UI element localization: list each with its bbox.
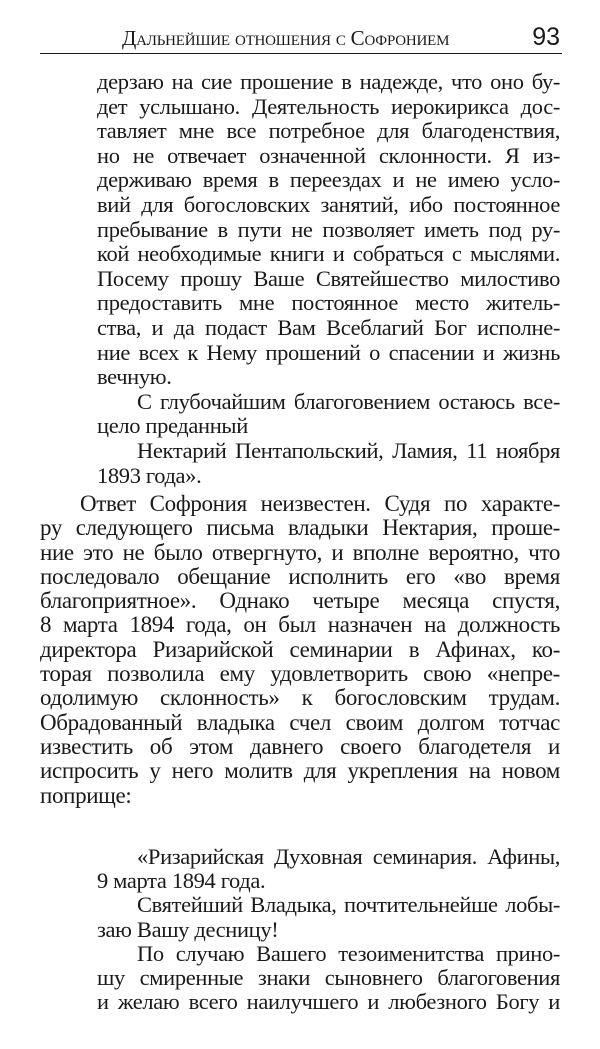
text-line: Посему прошу Ваше Святейшество милостиво <box>97 265 560 291</box>
text-line: одолимую склонность» к богословским трудам. <box>40 685 560 711</box>
running-header <box>40 22 562 54</box>
text-line: испросить у него молитв для укрепления на новом <box>40 758 560 784</box>
text-line: но не отвечает означенной склонности. Я из- <box>97 142 560 168</box>
text-line: тавляет мне все потребное для благоденствия, <box>97 118 560 144</box>
text-line: По случаю Вашего тезоименитства прино- <box>137 940 560 966</box>
text-line: вечную. <box>97 364 172 390</box>
text-line: ства, и да подаст Вам Всеблагий Бог исполне- <box>97 314 560 340</box>
text-line: предоставить мне постоянное место житель- <box>97 290 560 316</box>
greeting-line: заю Вашу десницу! <box>97 916 279 942</box>
text-line: и желаю всего наилучшего и любезного Богу и <box>97 989 560 1015</box>
text-line: директора Ризарийской семинарии в Афинах, ко- <box>40 636 560 662</box>
text-line: Обрадованный владыка счел своим долгом тотчас <box>40 709 560 735</box>
closing-line: цело преданный <box>97 413 248 439</box>
letter-quote-1 <box>97 70 560 488</box>
text-line: держиваю время в переездах и не имею усло- <box>97 167 560 193</box>
text-line: последовало обещание исполнить его «во время <box>40 563 560 589</box>
text-line: ру следующего письма владыки Нектария, проше- <box>40 515 560 541</box>
text-line: поприще: <box>40 782 132 808</box>
text-line: дет услышано. Деятельность иерокирикса дос- <box>97 93 560 119</box>
text-line: Ответ Софрония неизвестен. Судя по характе- <box>80 491 560 516</box>
text-line: благоприятное». Однако четыре месяца спустя, <box>40 588 560 614</box>
text-line: торая позволила ему удовлетворить свою «непре- <box>40 661 560 687</box>
text-line: известить об этом давнего своего благодетеля и <box>40 733 560 759</box>
text-line: кой необходимые книги и собраться с мыслями. <box>97 241 560 267</box>
text-line: 8 марта 1894 года, он был назначен на должность <box>40 612 560 638</box>
running-title: Дальнейшие отношения с Софронием <box>122 26 450 50</box>
text-line: ние это не было отвергнуто, и вполне вероятно, что <box>40 539 560 565</box>
text-line: ние всех к Нему прошений о спасении и жизнь <box>97 339 560 365</box>
signature-line: 1893 года». <box>97 462 202 488</box>
page-number: 93 <box>532 23 560 51</box>
text-line: пребывание в пути не позволяет иметь под ру- <box>97 216 560 242</box>
text-line: шу смиренные знаки сыновнего благоговения <box>97 965 560 991</box>
letter-heading-line: «Ризарийская Духовная семинария. Афины, <box>137 844 560 869</box>
letter-heading-line: 9 марта 1894 года. <box>97 868 266 894</box>
letter-quote-2 <box>97 845 560 1014</box>
closing-line: С глубочайшим благоговением остаюсь все- <box>137 388 560 414</box>
greeting-line: Святейший Владыка, почтительнейше лобы- <box>137 892 560 918</box>
signature-line: Нектарий Пентапольский, Ламия, 11 ноября <box>137 437 560 463</box>
text-line: дерзаю на сие прошение в надежде, что оно бу- <box>97 69 560 94</box>
main-paragraph <box>40 492 560 808</box>
text-line: вий для богословских занятий, ибо постоянное <box>97 191 560 217</box>
